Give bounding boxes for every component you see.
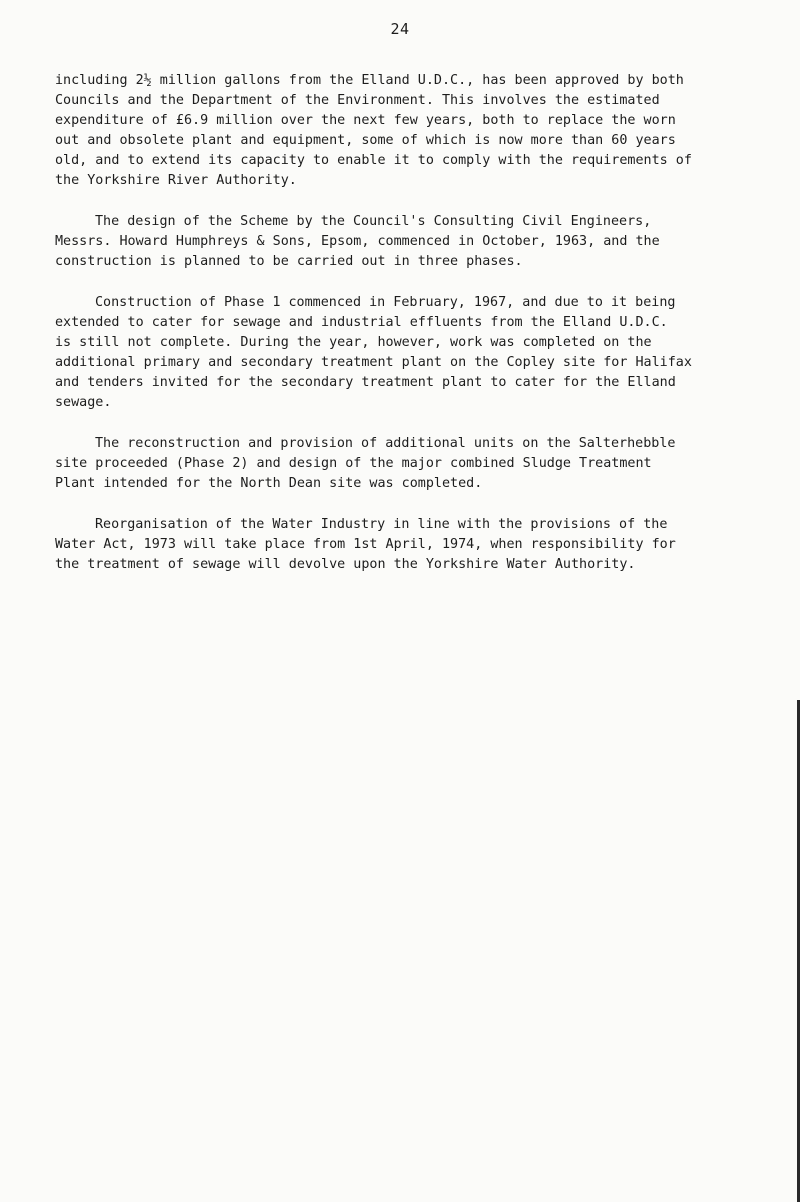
text-line: Construction of Phase 1 commenced in February, 1967, and due to it being	[95, 295, 676, 310]
text-line: Messrs. Howard Humphreys & Sons, Epsom, commenced in October, 1963, and the	[55, 234, 660, 249]
paragraph-treatment-works-approval	[55, 71, 775, 191]
text-line: old, and to extend its capacity to enable it to comply with the requirements of	[55, 153, 692, 168]
text-line: construction is planned to be carried out in three phases.	[55, 254, 523, 269]
text-line: The design of the Scheme by the Council's Consulting Civil Engineers,	[95, 214, 652, 229]
text-line: the treatment of sewage will devolve upon the Yorkshire Water Authority.	[55, 557, 636, 572]
text-line: including 2½ million gallons from the Elland U.D.C., has been approved by both	[55, 73, 684, 88]
document-body	[55, 71, 775, 596]
text-line: the Yorkshire River Authority.	[55, 173, 297, 188]
page-number: 24	[390, 20, 410, 38]
paragraph-scheme-design	[55, 212, 775, 272]
paragraph-phase-one	[55, 293, 775, 413]
text-line: out and obsolete plant and equipment, some of which is now more than 60 years	[55, 133, 676, 148]
text-line: Reorganisation of the Water Industry in line with the provisions of the	[95, 517, 668, 532]
text-line: site proceeded (Phase 2) and design of the major combined Sludge Treatment	[55, 456, 652, 471]
text-line: is still not complete. During the year, however, work was completed on the	[55, 335, 652, 350]
text-line: sewage.	[55, 395, 112, 410]
text-line: Plant intended for the North Dean site was completed.	[55, 476, 483, 491]
paragraph-phase-two	[55, 434, 775, 494]
text-line: Water Act, 1973 will take place from 1st April, 1974, when responsibility for	[55, 537, 676, 552]
text-line: The reconstruction and provision of additional units on the Salterhebble	[95, 436, 676, 451]
text-line: expenditure of £6.9 million over the next few years, both to replace the worn	[55, 113, 676, 128]
paragraph-reorganisation	[55, 515, 775, 575]
text-line: and tenders invited for the secondary treatment plant to cater for the Elland	[55, 375, 676, 390]
text-line: additional primary and secondary treatment plant on the Copley site for Halifax	[55, 355, 692, 370]
text-line: Councils and the Department of the Environment. This involves the estimated	[55, 93, 660, 108]
text-line: extended to cater for sewage and industrial effluents from the Elland U.D.C.	[55, 315, 668, 330]
